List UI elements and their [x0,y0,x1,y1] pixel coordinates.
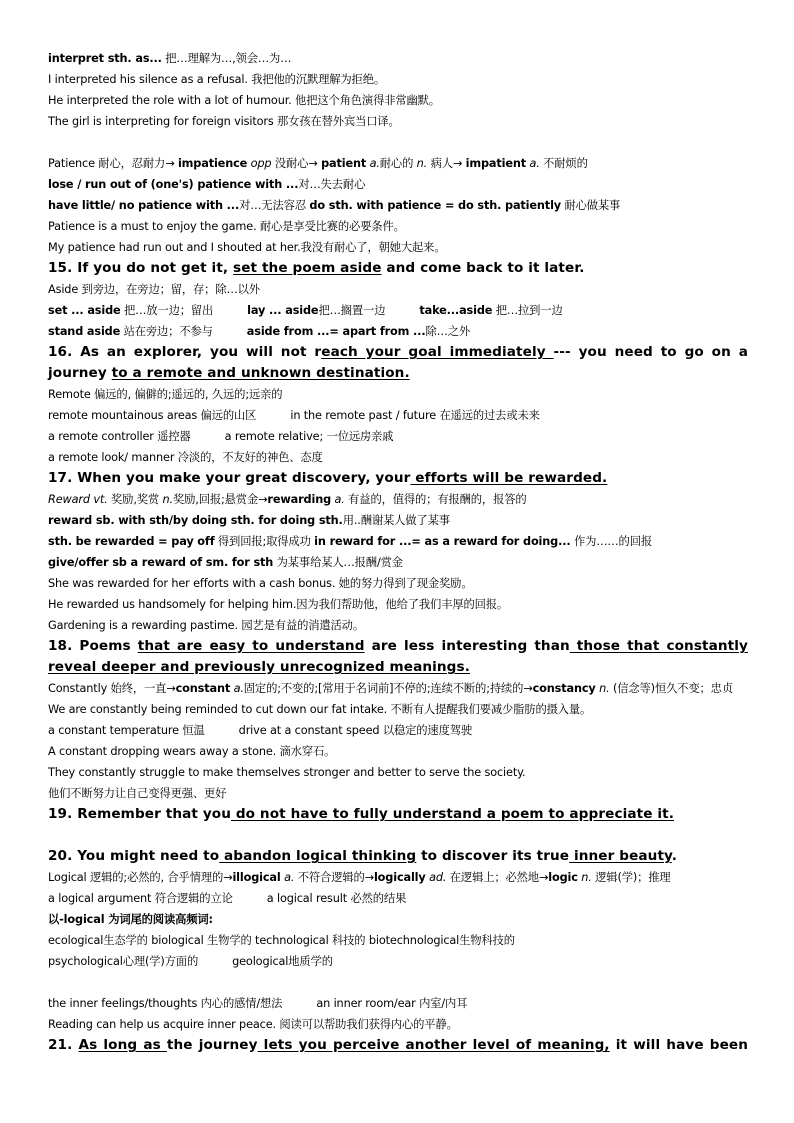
phrase: a constant temperature 恒温 [48,724,205,737]
phrase-line [48,993,748,1014]
pos: a. [284,871,295,884]
pos: a. [369,157,380,170]
phrase-line [48,405,748,426]
definition: Remote 偏远的, 偏僻的;遥远的, 久远的;远亲的 [48,388,283,401]
text: 20. You might need to [48,848,220,864]
underlined: set the poem aside [233,260,382,276]
term: illogical [232,871,281,884]
word-list [48,951,748,972]
gloss: 耐心做某事 [561,199,621,212]
underlined: inner beauty [569,848,672,864]
text: 不符合逻辑的→ [294,871,374,884]
pos: opp [250,157,272,170]
underlined: do not have to fully understand a poem to appreciate it. [231,806,675,822]
text: 有益的，值得的；有报酬的，报答的 [344,493,527,506]
gloss: 对…无法容忍 [239,199,310,212]
underlined: As long as [78,1037,167,1053]
underlined: reveal deeper and previously unrecognized meanings. [48,659,470,675]
entry-constantly [48,678,748,699]
example-sentence: The girl is interpreting for foreign visitors 那女孩在替外宾当口译。 [48,115,400,128]
text: 19. Remember that you [48,806,231,822]
text: 18. Poems [48,638,138,654]
sentence-17 [48,468,748,489]
gloss: 除…之外 [425,325,471,338]
example-sentence: I interpreted his silence as a refusal. 我把他的沉默理解为拒绝。 [48,73,385,86]
underlined: efforts will be rewarded. [410,470,608,486]
gloss: 得到回报;取得成功 [214,535,315,548]
phrase: take...aside [419,304,493,317]
gloss: 对…失去耐心 [298,178,366,191]
term: impatient [465,157,527,170]
text: 21. [48,1037,79,1053]
text: 奖励,回报;悬赏金→ [172,493,268,506]
example-sentence: My patience had run out and I shouted at her.我没有耐心了，朝她大起来。 [48,241,446,254]
gloss: 把…放一边；留出 [120,304,214,317]
term: logically [373,871,426,884]
underlined: to a remote and unknown destination. [111,365,410,381]
text: journey [48,365,112,381]
phrase: give/offer sb a reward of sm. for sth [48,556,274,569]
text: 没耐心→ [271,157,322,170]
text: 15. If you do not get it, [48,260,234,276]
text: 在逻辑上；必然地→ [446,871,549,884]
phrase: lose / run out of (one's) patience with ... [48,178,299,191]
underlined: abandon logical thinking [219,848,417,864]
word: geological地质学的 [232,955,333,968]
sentence-19 [48,804,748,825]
sentence-16 [48,342,748,363]
gloss: 为某事给某人…报酬/赏金 [273,556,403,569]
text: are less interesting than [364,638,570,654]
phrase: reward sb. with sth/by doing sth. for doing sth. [48,514,343,527]
text: Logical 逻辑的;必然的, 合乎情理的→ [48,871,233,884]
text: --- you need to go on a [553,344,748,360]
entry-interpret [48,48,748,69]
phrase-line [48,195,748,216]
phrase: do sth. with patience = do sth. patiently [309,199,561,212]
phrase-line [48,552,748,573]
phrase: aside from ...= apart from ... [246,325,426,338]
word: psychological心理(学)方面的 [48,955,199,968]
phrase-line [48,321,748,342]
sentence-18-cont [48,657,748,678]
pos: n. [162,493,173,506]
spacer [48,132,748,153]
phrase: stand aside [48,325,121,338]
text: Constantly 始终，一直→ [48,682,176,695]
example-sentence: They constantly struggle to make themselves stronger and better to serve the society. [48,766,526,779]
example-sentence: Patience is a must to enjoy the game. 耐心是享受比赛的必要条件。 [48,220,405,233]
text: 17. When you make your great discovery, your [48,470,411,486]
example-sentence: She was rewarded for her efforts with a cash bonus. 她的努力得到了现金奖励。 [48,577,473,590]
phrase: lay ... aside [247,304,319,317]
word-list: ecological生态学的 biological 生物学的 technological 科技的 biotechnological生物科技的 [48,934,515,947]
text: it will have been [609,1037,748,1053]
entry-patience [48,153,748,174]
phrase: a remote controller 遥控器 [48,430,191,443]
gloss: 站在旁边；不参与 [120,325,213,338]
example-sentence: Gardening is a rewarding pastime. 园艺是有益的消遣活动。 [48,619,364,632]
term: constant [175,682,231,695]
phrase-line [48,300,748,321]
term: patient [321,157,367,170]
sentence-15 [48,258,748,279]
term: logic [548,871,578,884]
text: 16. As an explorer, you will not r [48,344,322,360]
text: (信念等)恒久不变；忠贞 [609,682,733,695]
pos: a. [233,682,244,695]
pos: a. [529,157,540,170]
gloss: 作为……的回报 [570,535,653,548]
phrase: in reward for ...= as a reward for doing... [314,535,571,548]
text: Patience 耐心，忍耐力→ [48,157,178,170]
phrase: in the remote past / future 在遥远的过去或未来 [290,409,540,422]
definition: Aside 到旁边，在旁边；留，存；除…以外 [48,283,260,296]
text: 不耐烦的 [539,157,588,170]
example-sentence: He interpreted the role with a lot of humour. 他把这个角色演得非常幽默。 [48,94,440,107]
text: 奖励,奖赏 [107,493,163,506]
phrase-line [48,174,748,195]
section-heading: 以-logical 为词尾的阅读高频词: [48,913,213,926]
pos: a. [334,493,345,506]
underlined: lets you perceive another level of meaning, [257,1037,610,1053]
sentence-21 [48,1035,748,1056]
sentence-20 [48,846,748,867]
phrase-line [48,531,748,552]
pos: n. [599,682,610,695]
gloss: 把…拉到一边 [492,304,563,317]
headword: Reward [48,493,94,506]
example-sentence: We are constantly being reminded to cut down our fat intake. 不断有人提醒我们要减少脂肪的摄入量。 [48,703,592,716]
phrase-line: a remote look/ manner 冷淡的，不友好的神色、态度 [48,451,323,464]
entry-reward [48,489,748,510]
entry-logical [48,867,748,888]
phrase-line [48,510,748,531]
spacer [48,825,748,846]
text: 逻辑(学)；推理 [591,871,671,884]
document-page [48,48,748,1056]
phrase: the inner feelings/thoughts 内心的感情/想法 [48,997,283,1010]
phrase-line [48,888,748,909]
phrase: a logical argument 符合逻辑的立论 [48,892,233,905]
phrase: set ... aside [48,304,121,317]
pos: n. [416,157,428,170]
gloss: 把…搁置一边 [318,304,386,317]
text: to discover its true [416,848,570,864]
phrase-line [48,720,748,741]
text: 耐心的 [379,157,417,170]
phrase: an inner room/ear 内室/内耳 [316,997,468,1010]
phrase: sth. be rewarded = pay off [48,535,215,548]
phrase: a logical result 必然的结果 [266,892,407,905]
phrase: have little/ no patience with ... [48,199,240,212]
pos: ad. [429,871,447,884]
phrase: a remote relative; 一位远房亲戚 [224,430,394,443]
text: and come back to it later. [381,260,585,276]
example-translation: 他们不断努力让自己变得更强、更好 [48,787,227,800]
underlined: that are easy to understand [137,638,365,654]
gloss: 把…理解为…,领会…为… [161,52,292,65]
phrase: interpret sth. as... [48,52,162,65]
spacer [48,972,748,993]
phrase-line [48,426,748,447]
term: rewarding [267,493,332,506]
text: 固定的;不变的;[常用于名词前]不停的;连续不断的;持续的→ [243,682,533,695]
pos: n. [581,871,592,884]
phrase: drive at a constant speed 以稳定的速度驾驶 [238,724,473,737]
text: . [671,848,678,864]
phrase: remote mountainous areas 偏远的山区 [48,409,257,422]
example-sentence: Reading can help us acquire inner peace. 阅读可以帮助我们获得内心的平静。 [48,1018,458,1031]
example-sentence: A constant dropping wears away a stone. 滴水穿石。 [48,745,336,758]
term: impatience [177,157,248,170]
underlined: those that constantly [569,638,748,654]
sentence-18 [48,636,748,657]
underlined: each your goal immediately [321,344,554,360]
pos: vt. [93,493,108,506]
term: constancy [532,682,596,695]
gloss: 用..酬谢某人做了某事 [342,514,450,527]
sentence-16-cont [48,363,748,384]
text: 病人→ [427,157,466,170]
text: the journey [166,1037,258,1053]
example-sentence: He rewarded us handsomely for helping him.因为我们帮助他，他给了我们丰厚的回报。 [48,598,509,611]
